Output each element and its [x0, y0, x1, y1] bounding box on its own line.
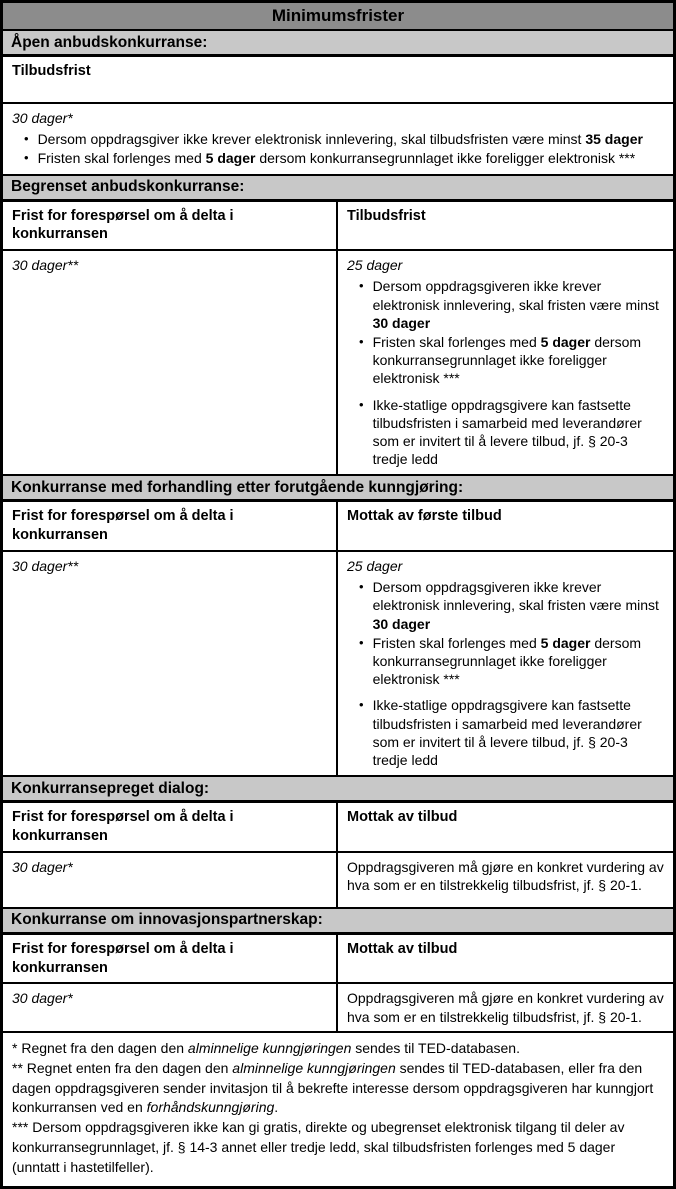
restricted-col2-value: 25 dager [347, 257, 403, 274]
section-header-innovation: Konkurranse om innovasjonspartnerskap: [3, 909, 673, 935]
negotiation-data-row [3, 552, 673, 777]
negotiation-col1-value: 30 dager** [3, 552, 338, 775]
negotiation-bullet-2-text: Fristen skal forlenges med 5 dager dersom konkurransegrunnlaget ikke foreligger elektronisk *** [372, 634, 642, 688]
open-bullet-2-text: Fristen skal forlenges med 5 dager dersom konkurransegrunnlaget ikke foreligger elektronisk *** [37, 150, 636, 167]
negotiation-bullet-3-text: Ikke-statlige oppdragsgivere kan fastsette tilbudsfristen i samarbeid med leverandører som er invitert til å levere tilbud, jf. § 20-3 tredje ledd [372, 697, 642, 768]
bullet-icon: • [359, 634, 364, 650]
open-bullet-2 [12, 149, 664, 167]
restricted-col1-value: 30 dager** [3, 251, 338, 474]
restricted-bullet-3-text: Ikke-statlige oppdragsgivere kan fastsette tilbudsfristen i samarbeid med leverandører som er invitert til å levere tilbud, jf. § 20-3 tredje ledd [372, 396, 642, 468]
dialog-col-header-row [3, 803, 673, 853]
table-title: Minimumsfrister [3, 3, 673, 31]
section-header-restricted-tender: Begrenset anbudskonkurranse: [3, 176, 673, 202]
bullet-icon: • [359, 334, 364, 349]
section-header-dialog: Konkurransepreget dialog: [3, 777, 673, 803]
negotiation-bullet-3 [347, 696, 664, 769]
dialog-col2-header: Mottak av tilbud [347, 809, 458, 826]
restricted-bullet-2 [347, 333, 664, 388]
dialog-data-row [3, 853, 673, 909]
section-header-open-tender: Åpen anbudskonkurranse: [3, 31, 673, 57]
restricted-data-row [3, 251, 673, 476]
innovation-col-header-row [3, 935, 673, 985]
bullet-icon: • [359, 579, 364, 595]
footnote-3: *** Dersom oppdragsgiveren ikke kan gi gratis, direkte og ubegrenset elektronisk tilgang til deler av konkurransegrunnlaget, jf. § 14-3 annet eller tredje ledd, skal tilbudsfristen forlenges med 5 dager (unntatt i hastetilfeller). [12, 1119, 625, 1176]
negotiation-col2-header: Mottak av første tilbud [347, 508, 502, 525]
dialog-col1-value: 30 dager* [3, 853, 338, 907]
open-bullet-1 [12, 130, 664, 148]
open-bullet-1-text: Dersom oppdragsgiver ikke krever elektronisk innlevering, skal tilbudsfristen være minst 35 dager [37, 131, 643, 148]
negotiation-col2-value: 25 dager [347, 558, 403, 574]
negotiation-col2-cell [338, 552, 673, 775]
restricted-bullet-1 [347, 277, 664, 332]
section-header-negotiation: Konkurranse med forhandling etter forutgående kunngjøring: [3, 476, 673, 502]
restricted-col2-cell [338, 251, 673, 474]
innovation-data-row [3, 984, 673, 1032]
dialog-col1-header: Frist for forespørsel om å delta i konkurransen [3, 803, 338, 851]
negotiation-bullet-1-text: Dersom oppdragsgiveren ikke krever elektronisk innlevering, skal fristen være minst 30 dager [372, 579, 659, 632]
open-data-row [3, 104, 673, 176]
footnote-1: * Regnet fra den dagen den alminnelige kunngjøringen sendes til TED-databasen. [12, 1039, 520, 1056]
footnote-2: ** Regnet enten fra den dagen den alminnelige kunngjøringen sendes til TED-databasen, eller fra den dagen oppdragsgiveren sender invitasjon til å bekrefte interesse dersom oppdragsgiveren har kunngjort konkurransen ved en forhåndskunngjøring. [12, 1059, 654, 1116]
open-col-header-tilbudsfrist: Tilbudsfrist [3, 57, 673, 104]
negotiation-bullet-1 [347, 578, 664, 633]
restricted-bullet-3 [347, 396, 664, 469]
negotiation-bullet-2 [347, 634, 664, 689]
negotiation-col1-header: Frist for forespørsel om å delta i konkurransen [3, 502, 338, 550]
innovation-col1-header: Frist for forespørsel om å delta i konkurransen [3, 935, 338, 983]
restricted-bullet-1-text: Dersom oppdragsgiveren ikke krever elektronisk innlevering, skal fristen være minst 30 dager [372, 278, 659, 331]
bullet-icon: • [359, 278, 364, 294]
innovation-col1-value: 30 dager* [3, 984, 338, 1030]
restricted-col-header-row [3, 202, 673, 252]
bullet-icon: • [359, 697, 364, 713]
restricted-col1-header: Frist for forespørsel om å delta i konkurransen [3, 202, 338, 250]
innovation-col2-header: Mottak av tilbud [347, 940, 458, 957]
bullet-icon: • [24, 131, 29, 147]
bullet-icon: • [359, 396, 364, 412]
negotiation-bullet-list [347, 578, 664, 769]
footnotes-cell [3, 1033, 673, 1186]
restricted-bullet-2-text: Fristen skal forlenges med 5 dager dersom konkurransegrunnlaget ikke foreligger elektronisk *** [372, 334, 642, 387]
negotiation-col-header-row [3, 502, 673, 552]
innovation-col2-text: Oppdragsgiveren må gjøre en konkret vurdering av hva som er en tilstrekkelig tilbudsfrist, jf. § 20-1. [347, 990, 664, 1025]
restricted-bullet-list [347, 277, 664, 468]
dialog-col2-text: Oppdragsgiveren må gjøre en konkret vurdering av hva som er en tilstrekkelig tilbudsfrist, jf. § 20-1. [347, 858, 664, 893]
bullet-icon: • [24, 150, 29, 166]
open-bullet-list [12, 130, 664, 167]
open-deadline-value: 30 dager* [12, 110, 73, 126]
restricted-col2-header: Tilbudsfrist [347, 207, 426, 224]
